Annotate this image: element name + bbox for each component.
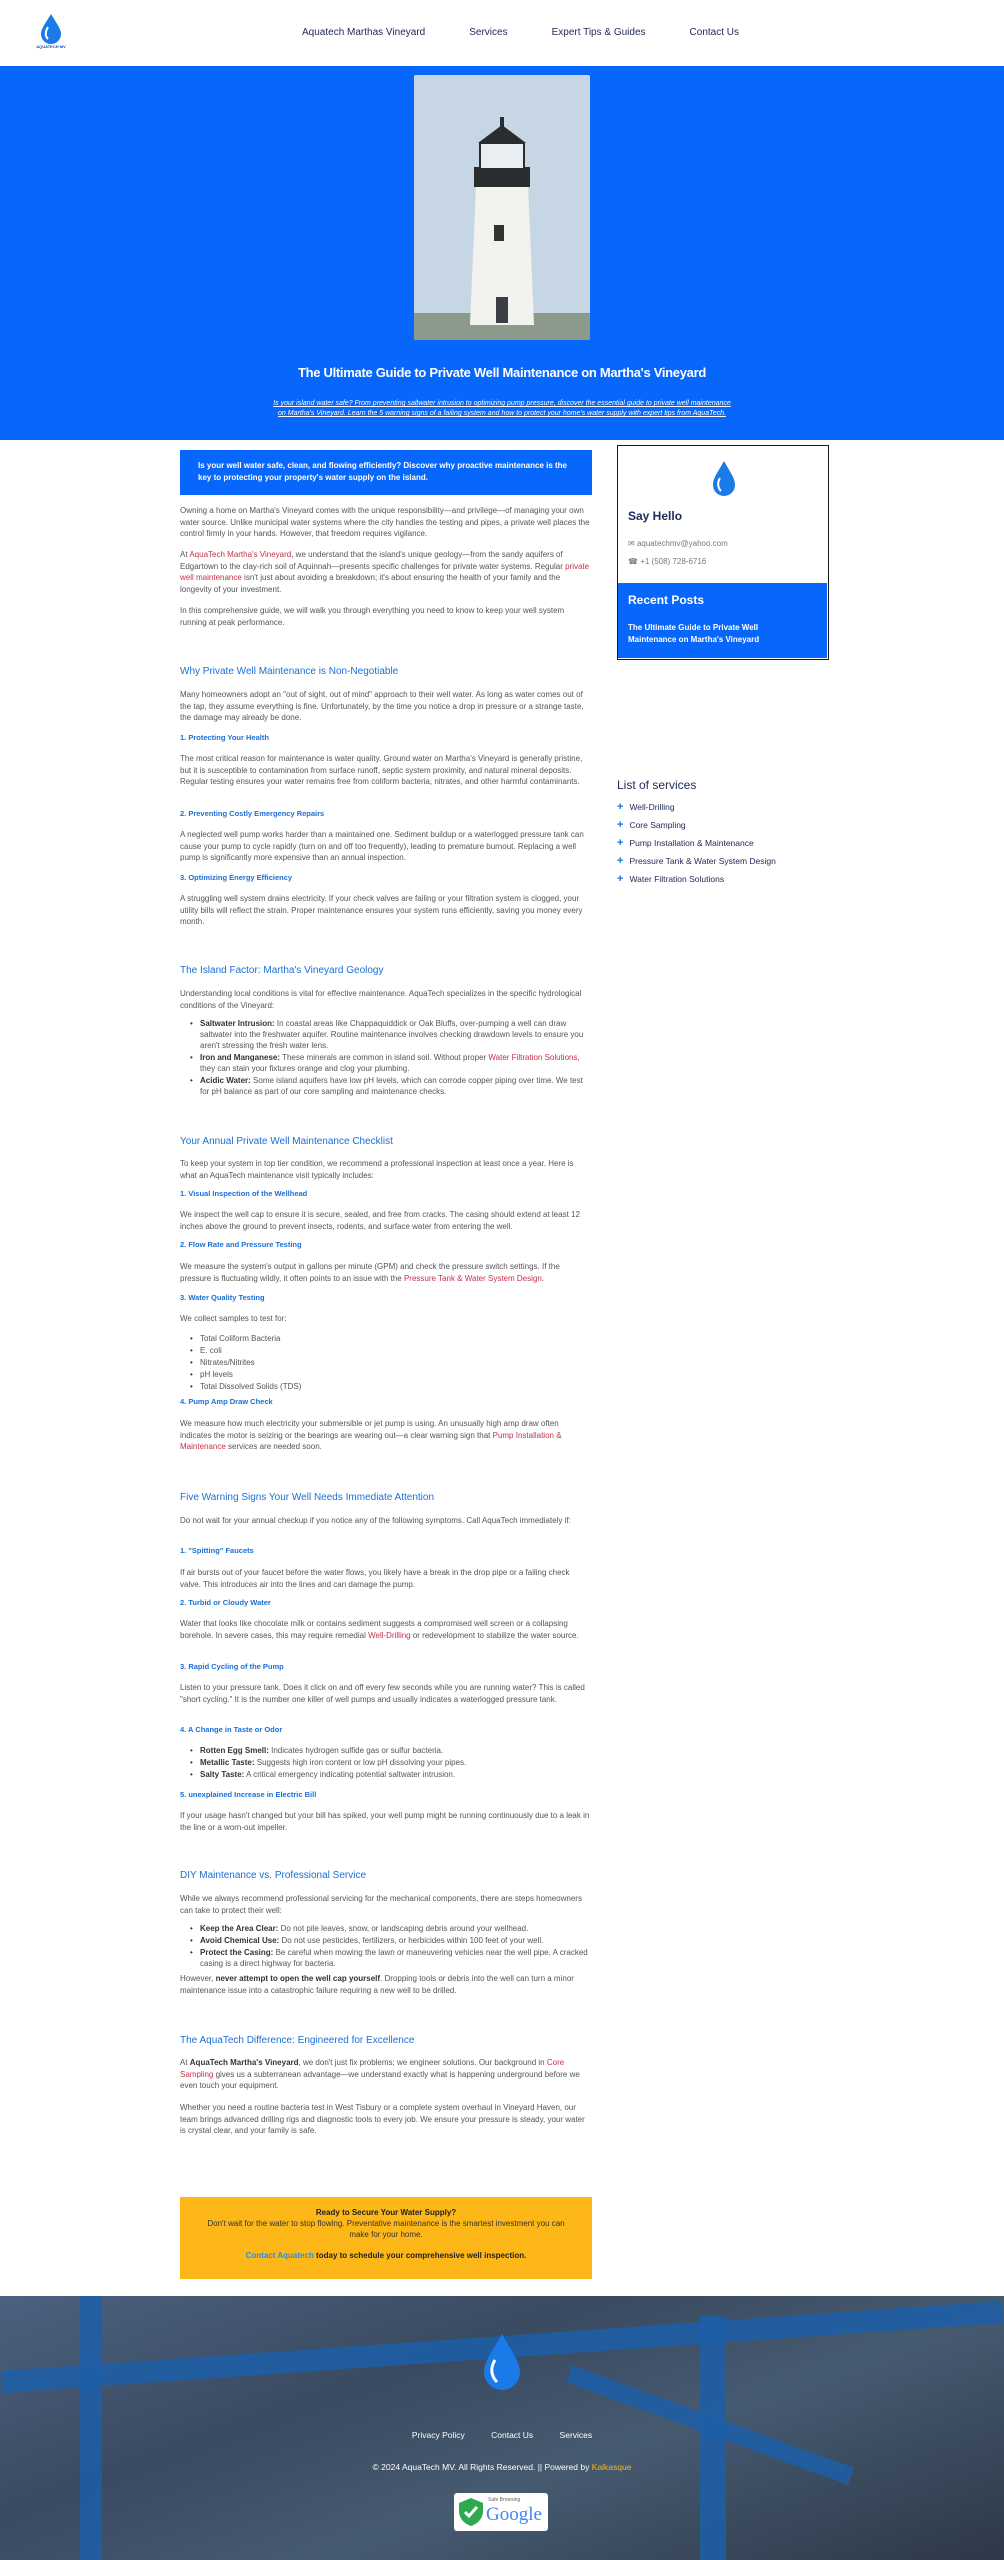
private-well-maintenance-link[interactable]: private well maintenance [180, 561, 590, 582]
logo[interactable] [33, 13, 69, 53]
cta-text: Don't wait for the water to stop flowing. Preventative maintenance is the smartest investment you can make for your home. [207, 2219, 565, 2239]
main-nav [302, 27, 783, 38]
paragraph: However, never attempt to open the well cap yourself. Dropping tools or debris into the well can turn a minor maintenance issue into a catastrophic failure requiring a new well to be drilled. [180, 1974, 574, 1995]
mail-icon: ✉ [628, 539, 637, 548]
site-header [0, 0, 1004, 66]
phone-line[interactable]: ☎ +1 (508) 728-6716 [628, 557, 707, 566]
phone-icon: ☎ [628, 557, 641, 566]
paragraph: Do not wait for your annual checkup if you notice any of the following symptoms. Call AquaTech immediately if: [180, 1516, 571, 1525]
rig-beam [80, 2296, 102, 2560]
paragraph: At AquaTech Martha's Vineyard, we don't just fix problems; we engineer solutions. Our background in Core Sampling gives us a subterranean advantage—we understand exactly what is happening underground before we even touch your equipment. [180, 2058, 580, 2090]
cta-title: Ready to Secure Your Water Supply? [315, 2208, 457, 2217]
nav-services[interactable]: Services [469, 27, 508, 38]
page-title: The Ultimate Guide to Private Well Maintenance on Martha's Vineyard [297, 365, 706, 380]
paragraph: We measure the system's output in gallons per minute (GPM) and check the pressure switch settings. If the pressure is fluctuating wildly, it often points to an issue with the Pressure Tank & Water System Design. [180, 1262, 560, 1283]
paragraph: Understanding local conditions is vital for effective maintenance. AquaTech specializes in the specific hydrological conditions of the Vineyard: [180, 989, 582, 1010]
recent-post-link[interactable]: The Ultimate Guide to Private Well Maintenance on Martha's Vineyard [628, 623, 760, 644]
intro-paragraph-3: In this comprehensive guide, we will walk you through everything you need to know to keep your well system running at peak performance. [180, 606, 565, 627]
service-item-pressure-tank[interactable]: + Pressure Tank & Water System Design [617, 855, 776, 867]
cta-action: Contact Aquatech today to schedule your comprehensive well inspection. [245, 2251, 527, 2260]
google-wordmark: Google [486, 2504, 542, 2525]
lighthouse-image [414, 75, 590, 340]
section-heading: DIY Maintenance vs. Professional Service [180, 1870, 367, 1881]
powered-by-link[interactable]: Kalkasque [591, 2462, 632, 2472]
paragraph: While we always recommend professional servicing for the mechanical components, there are steps homeowners can take to protect their well: [180, 1894, 582, 1915]
core-sampling-link[interactable]: Core Sampling [180, 2058, 565, 2079]
site-footer [0, 2296, 1004, 2560]
list-item: • Acidic Water: Some island aquifers have low pH levels, which can corrode copper piping over time. We test for pH balance as part of our core sampling and maintenance checks. [200, 1075, 590, 1097]
pump-installation-link[interactable]: Pump Installation & Maintenance [180, 1430, 562, 1451]
subheading: 3. Water Quality Testing [180, 1293, 265, 1302]
tests-list [200, 1333, 590, 1393]
paragraph: To keep your system in top tier condition, we recommend a professional inspection at least once a year. Here is what an AquaTech maintenance visit typically includes: [180, 1159, 574, 1180]
paragraph: Whether you need a routine bacteria test in West Tisbury or a complete system overhaul in Vineyard Haven, our team brings advanced drilling rigs and diagnostic tools to every job. We ensure your pressure is steady, your water is crystal clear, and your family is safe. [180, 2103, 585, 2135]
subheading: 1. Protecting Your Health [180, 733, 269, 742]
subheading: 2. Preventing Costly Emergency Repairs [180, 809, 325, 818]
logo-text: AQUATECH MV [36, 44, 66, 49]
list-item: • Total Coliform Bacteria [200, 1333, 590, 1344]
list-item: • Rotten Egg Smell: Indicates hydrogen sulfide gas or sulfur bacteria. [200, 1745, 590, 1756]
service-item-core-sampling[interactable]: + Core Sampling [617, 819, 686, 831]
plus-icon: + [617, 837, 624, 849]
service-item-well-drilling[interactable]: + Well-Drilling [617, 801, 675, 813]
list-item: • E. coli [200, 1345, 590, 1356]
subheading: 1. "Spitting" Faucets [180, 1546, 254, 1555]
contact-aquatech-link[interactable]: Contact Aquatech [245, 2251, 314, 2260]
intro-paragraph-1: Owning a home on Martha's Vineyard comes with the unique responsibility—and privilege—of managing your own water source. Unlike municipal water systems where the city handles the testing and pipes, a private well places the control firmly in your hands. However, that freedom requires vigilance. [180, 506, 590, 538]
subheading: 3. Rapid Cycling of the Pump [180, 1662, 284, 1671]
subheading: 4. Pump Amp Draw Check [180, 1397, 273, 1406]
section-heading: The Island Factor: Martha's Vineyard Geology [180, 965, 384, 976]
hero-banner [0, 66, 1004, 440]
services-list-heading: List of services [617, 778, 697, 792]
paragraph: The most critical reason for maintenance is water quality. Ground water on Martha's Vineyard is generally pristine, but it is susceptible to contamination from surface runoff, septic system proximity, and natural mineral deposits. Regular testing ensures your water remains free from coliform bacteria, nitrates, and other harmful contaminants. [180, 754, 583, 786]
paragraph: If air bursts out of your faucet before the water flows, you likely have a break in the drop pipe or a failing check valve. This introduces air into the lines and can damage the pump. [180, 1568, 570, 1589]
subheading: 2. Flow Rate and Pressure Testing [180, 1240, 302, 1249]
well-drilling-link[interactable]: Well-Drilling [368, 1630, 411, 1640]
plus-icon: + [617, 873, 624, 885]
water-drop-logo-icon [33, 13, 69, 45]
paragraph: If your usage hasn't changed but your bill has spiked, your well pump might be running continuously due to a leak in the line or a worn-out impeller. [180, 1811, 590, 1832]
sidebar-contact-card [617, 445, 829, 660]
list-item: • pH levels [200, 1369, 590, 1380]
say-hello-heading: Say Hello [628, 509, 683, 523]
service-item-filtration[interactable]: + Water Filtration Solutions [617, 873, 725, 885]
footer-links [0, 2430, 1004, 2440]
diy-list [200, 1923, 590, 1970]
subheading: 3. Optimizing Energy Efficiency [180, 873, 293, 882]
recent-posts-panel [618, 583, 827, 658]
subheading: 4. A Change in Taste or Odor [180, 1725, 283, 1734]
services-list [617, 798, 776, 888]
aquatech-link[interactable]: AquaTech Martha's Vineyard [189, 550, 292, 559]
intro-paragraph-2: At AquaTech Martha's Vineyard, we understand that the island's unique geology—from the sandy aquifers of Edgartown to the clay-rich soil of Aquinnah—presents specific challenges for private water systems. Regular private well maintenance isn't just about avoiding a breakdown; it's about ensuring the health of your family and the longevity of your investment. [180, 550, 590, 594]
safe-browsing-badge[interactable] [454, 2493, 548, 2531]
paragraph: Many homeowners adopt an "out of sight, out of mind" approach to their well water. As long as water comes out of the tap, they assume everything is fine. Unfortunately, by the time you notice a drop in pressure or a strange taste, the damage may already be done. [180, 690, 584, 722]
pressure-tank-link[interactable]: Pressure Tank & Water System Design [403, 1273, 542, 1283]
section-heading: Why Private Well Maintenance is Non-Negotiable [180, 666, 399, 677]
email-line[interactable]: ✉ aquatechmv@yahoo.com [628, 539, 728, 548]
subheading: 5. unexplained Increase in Electric Bill [180, 1790, 317, 1799]
water-filtration-link[interactable]: Water Filtration Solutions [488, 1053, 578, 1062]
subheading: 2. Turbid or Cloudy Water [180, 1598, 271, 1607]
water-drop-icon [710, 460, 738, 498]
service-item-pump[interactable]: + Pump Installation & Maintenance [617, 837, 754, 849]
cta-box [180, 2197, 592, 2279]
section-heading: Five Warning Signs Your Well Needs Immediate Attention [180, 1492, 435, 1503]
list-item: • Total Dissolved Solids (TDS) [200, 1381, 590, 1392]
copyright-text: © 2024 AquaTech MV. All Rights Reserved. || Powered by Kalkasque [372, 2462, 632, 2472]
plus-icon: + [617, 801, 624, 813]
section-heading: The AquaTech Difference: Engineered for Excellence [180, 2035, 415, 2046]
list-item: • Protect the Casing: Be careful when mowing the lawn or maneuvering vehicles near the well pipe. A cracked casing is a direct highway for bacteria. [200, 1947, 590, 1969]
recent-posts-heading: Recent Posts [628, 593, 705, 607]
hero-subtitle: Is your island water safe? From preventing saltwater intrusion to optimizing pump pressure, discover the essential guide to private well maintenance on Martha's Vineyard. Learn the 5 warning signs of a failing system and how to protect your home's water supply with expert tips from AquaTech. [273, 400, 731, 417]
paragraph: We inspect the well cap to ensure it is secure, sealed, and free from cracks. The casing should extend at least 12 inches above the ground to prevent insects, rodents, and surface water from entering the well. [180, 1210, 580, 1231]
paragraph: Water that looks like chocolate milk or contains sediment suggests a compromised well screen or a collapsing borehole. In severe cases, this may require remedial Well-Drilling or redevelopment to stabilize the water source. [180, 1619, 579, 1640]
paragraph: A struggling well system drains electricity. If your check valves are failing or your filtration system is clogged, your utility bills will reflect the strain. Proper maintenance ensures your system runs efficiently, saving you money every month. [180, 894, 583, 926]
paragraph: We collect samples to test for: [180, 1314, 287, 1323]
privacy-policy-link[interactable]: Privacy Policy [411, 2430, 465, 2440]
plus-icon: + [617, 855, 624, 867]
list-item: • Avoid Chemical Use: Do not use pesticides, fertilizers, or herbicides within 100 feet of your well. [200, 1935, 590, 1946]
list-item: • Iron and Manganese: These minerals are common in island soil. Without proper Water Filtration Solutions, they can stain your fixtures orange and clog your plumbing. [200, 1052, 590, 1074]
list-item: • Keep the Area Clear: Do not pile leaves, snow, or landscaping debris around your wellhead. [200, 1923, 590, 1934]
badge-caption: Safe Browsing [488, 2497, 521, 2503]
paragraph: Listen to your pressure tank. Does it click on and off every few seconds while you are running water? This is called "short cycling." It is the number one killer of well pumps and usually indicates a waterlogged pressure tank. [180, 1683, 585, 1704]
nav-expert-tips[interactable]: Expert Tips & Guides [551, 27, 646, 38]
list-item: • Saltwater Intrusion: In coastal areas like Chappaquiddick or Oak Bluffs, over-pumping a well can draw saltwater into the freshwater aquifer. Routine maintenance involves checking drawdown levels to ensure you aren't stressing the fresh water lens. [200, 1018, 590, 1051]
subheading: 1. Visual Inspection of the Wellhead [180, 1189, 308, 1198]
geology-list [200, 1018, 590, 1098]
nav-contact[interactable]: Contact Us [689, 27, 739, 38]
footer-logo-icon[interactable] [470, 2332, 534, 2402]
shield-check-icon [458, 2497, 484, 2527]
paragraph: A neglected well pump works harder than a maintained one. Sediment buildup or a waterlogged pressure tank can cause your pump to cycle rapidly (turn on and off too frequently), leading to premature burnout. Replacing a well pump is significantly more expensive than an annual inspection. [180, 830, 584, 862]
contact-us-link[interactable]: Contact Us [491, 2430, 534, 2440]
services-link[interactable]: Services [559, 2430, 593, 2440]
section-heading: Your Annual Private Well Maintenance Checklist [180, 1136, 393, 1147]
list-item: • Metallic Taste: Suggests high iron content or low pH dissolving your pipes. [200, 1757, 590, 1768]
symptom-list [200, 1745, 590, 1781]
intro-callout: Is your well water safe, clean, and flowing efficiently? Discover why proactive maintenance is the key to protecting your property's water supply on the island. [180, 450, 592, 495]
paragraph: We measure how much electricity your submersible or jet pump is using. An unusually high amp draw often indicates the motor is seizing or the bearings are wearing out—a clear warning sign that Pump Installation & Maintenance services are needed soon. [180, 1419, 562, 1451]
list-item: • Nitrates/Nitrites [200, 1357, 590, 1368]
plus-icon: + [617, 819, 624, 831]
list-item: • Salty Taste: A critical emergency indicating potential saltwater intrusion. [200, 1769, 590, 1780]
nav-home[interactable]: Aquatech Marthas Vineyard [302, 27, 426, 38]
